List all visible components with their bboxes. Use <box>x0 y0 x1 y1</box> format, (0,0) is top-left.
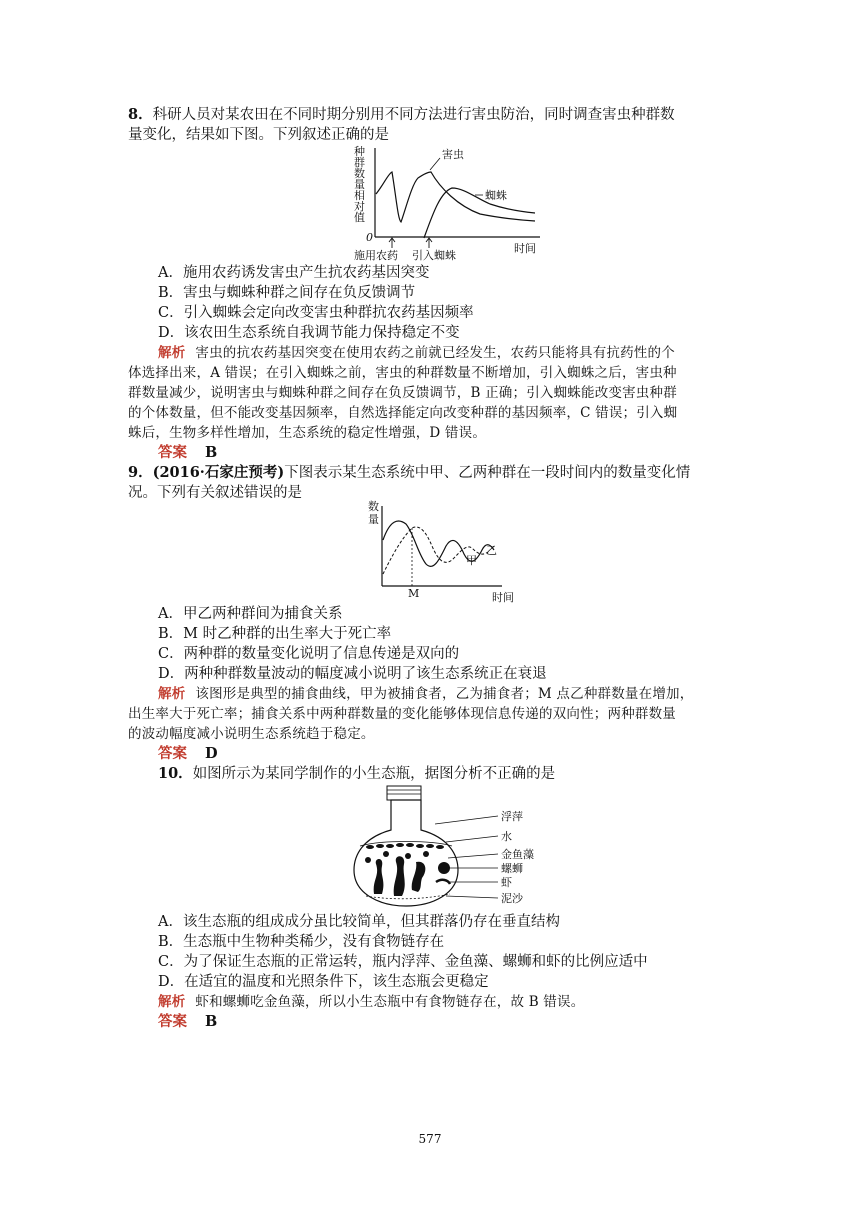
q8-analysis-line4: 的个体数量，但不能改变基因频率，自然选择能定向改变种群的基因频率，C 错误；引入蜘 <box>128 405 678 421</box>
q10-answer-label: 答案 <box>158 1013 187 1030</box>
q10-stem <box>158 764 555 784</box>
q10-option-c: C．为了保证生态瓶的正常运转，瓶内浮萍、金鱼藻、螺蛳和虾的比例应适中 <box>158 954 648 970</box>
bottle-cap <box>387 786 421 800</box>
label-shrimp: 虾 <box>501 876 512 889</box>
q9-analysis-line3: 的波动幅度减小说明生态系统趋于稳定。 <box>128 726 375 742</box>
q8-xlabel: 时间 <box>514 242 536 255</box>
q8-curve-pest <box>376 172 535 222</box>
q9-mark-m: M <box>408 587 420 600</box>
q8-stem-line2: 量变化，结果如下图。下列叙述正确的是 <box>128 127 389 143</box>
q8-ylabel-char: 量 <box>354 178 365 191</box>
q9-ylabel-char: 量 <box>368 513 379 526</box>
q10-option-d: D．在适宜的温度和光照条件下，该生态瓶会更稳定 <box>158 974 489 990</box>
q8-ylabel-char: 群 <box>354 156 365 169</box>
q9-curve-jia <box>383 521 494 566</box>
q8-ylabel-char: 相 <box>354 189 365 202</box>
q10-answer <box>158 1012 217 1032</box>
q9-ylabel-char: 数 <box>368 500 379 513</box>
q8-ylabel <box>354 145 365 224</box>
q8-ylabel-char: 值 <box>354 211 365 224</box>
q8-curve-spider <box>424 188 535 238</box>
q8-answer-value: B <box>205 444 218 461</box>
page-number: 577 <box>418 1132 442 1146</box>
q9-figure <box>362 498 532 604</box>
q8-answer-label: 答案 <box>158 444 187 461</box>
q9-answer-value: D <box>205 745 218 762</box>
label-hornwort: 金鱼藻 <box>501 848 534 861</box>
snail <box>438 862 450 874</box>
q9-xlabel: 时间 <box>492 591 514 604</box>
q8-option-b: B．害虫与蜘蛛种群之间存在负反馈调节 <box>158 285 416 301</box>
q10-answer-value: B <box>205 1013 218 1030</box>
label-water: 水 <box>501 830 512 843</box>
q9-label-jia: 甲 <box>466 554 477 567</box>
q9-answer-label: 答案 <box>158 745 187 762</box>
q8-analysis-line2: 体选择出来，A 错误；在引入蜘蛛之前，害虫的种群数量不断增加，引入蜘蛛之后，害虫种 <box>128 365 677 381</box>
q10-option-a: A．该生态瓶的组成成分虽比较简单，但其群落仍存在垂直结构 <box>158 914 560 930</box>
q8-stem-line1 <box>128 105 740 125</box>
q8-option-c: C．引入蜘蛛会定向改变害虫种群抗农药基因频率 <box>158 305 474 321</box>
q9-source: (2016·石家庄预考) <box>152 464 285 481</box>
q9-analysis-label: 解析 <box>158 686 186 702</box>
q8-number: 8． <box>128 106 153 123</box>
q8-analysis-line5: 蛛后，生物多样性增加，生态系统的稳定性增强，D 错误。 <box>128 425 487 441</box>
q9-stem-line2: 况。下列有关叙述错误的是 <box>128 485 302 501</box>
q8-analysis-text: 害虫的抗农药基因突变在使用农药之前就已经发生，农药只能将具有抗药性的个 <box>195 345 675 361</box>
q9-label-yi: 乙 <box>486 544 497 557</box>
q8-pest-pointer <box>430 158 440 170</box>
q8-option-d: D．该农田生态系统自我调节能力保持稳定不变 <box>158 325 460 341</box>
q8-option-a: A．施用农药诱发害虫产生抗农药基因突变 <box>158 265 430 281</box>
q8-ylabel-char: 对 <box>354 200 365 213</box>
q10-number: 10． <box>158 765 193 782</box>
q9-analysis-line2: 出生率大于死亡率；捕食关系中两种群数量的变化能够体现信息传递的双向性；两种群数量 <box>128 706 676 722</box>
q9-analysis-text: 该图形是典型的捕食曲线，甲为被捕食者，乙为捕食者；M 点乙种群数量在增加， <box>195 686 694 702</box>
q9-option-c: C．两种群的数量变化说明了信息传递是双向的 <box>158 646 460 662</box>
q10-figure-bottle <box>350 784 550 908</box>
q8-label-spider: 蜘蛛 <box>485 189 507 202</box>
q9-analysis-line1 <box>158 684 770 704</box>
q8-mark-spider: 引入蜘蛛 <box>412 249 456 262</box>
q8-ylabel-char: 数 <box>354 167 365 180</box>
label-snail: 螺蛳 <box>501 862 523 875</box>
q8-stem-text1: 科研人员对某农田在不同时期分别用不同方法进行害虫防治，同时调查害虫种群数 <box>152 107 675 123</box>
q8-figure <box>340 144 550 262</box>
q8-analysis-line3: 群数量减少，说明害虫与蜘蛛种群之间存在负反馈调节，B 正确；引入蜘蛛能改变害虫种群 <box>128 385 677 401</box>
q9-answer <box>158 744 218 764</box>
q9-option-b: B．M 时乙种群的出生率大于死亡率 <box>158 626 392 642</box>
q8-answer <box>158 443 217 463</box>
label-sand: 泥沙 <box>501 892 523 905</box>
q10-option-b: B．生态瓶中生物种类稀少，没有食物链存在 <box>158 934 445 950</box>
q8-origin: 0 <box>366 231 373 244</box>
q8-label-pest: 害虫 <box>442 148 464 161</box>
q9-number: 9． <box>128 464 153 481</box>
q10-stem-text: 如图所示为某同学制作的小生态瓶，据图分析不正确的是 <box>192 766 556 782</box>
bottle-body <box>354 800 458 906</box>
q9-stem-text1: 下图表示某生态系统中甲、乙两种群在一段时间内的数量变化情 <box>284 465 691 481</box>
q10-analysis <box>158 992 770 1012</box>
q8-analysis-label: 解析 <box>158 345 186 361</box>
q10-analysis-text: 虾和螺蛳吃金鱼藻，所以小生态瓶中有食物链存在，故 B 错误。 <box>195 994 585 1010</box>
q10-analysis-label: 解析 <box>158 994 186 1010</box>
q8-mark-pesticide: 施用农药 <box>354 249 398 262</box>
q9-option-d: D．两种种群数量波动的幅度减小说明了该生态系统正在衰退 <box>158 666 547 682</box>
q8-ylabel-char: 种 <box>354 145 365 158</box>
q9-stem-line1 <box>128 463 740 483</box>
q9-option-a: A．甲乙两种群间为捕食关系 <box>158 606 343 622</box>
label-duckweed: 浮萍 <box>501 810 523 823</box>
q8-analysis-line1 <box>158 343 770 363</box>
